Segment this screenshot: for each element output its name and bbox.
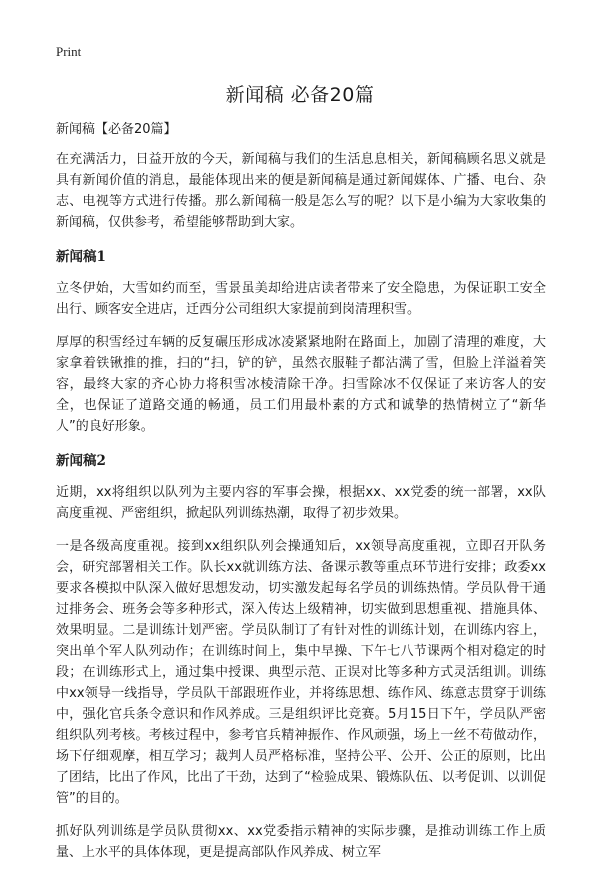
intro-label: 新闻稿【必备20篇】 [56, 122, 177, 137]
paragraph: 抓好队列训练是学员队贯彻xx、xx党委指示精神的实际步骤，是推动训练工作上质量、上水平的具体体现，更是提高部队作风养成、树立军 [56, 824, 546, 860]
page-title: 新闻稿 必备20篇 [225, 84, 375, 106]
article-body [56, 120, 546, 875]
paragraph: 近期，xx将组织以队列为主要内容的军事会操，根据xx、xx党委的统一部署，xx队高度重视、严密组织，掀起队列训练热潮，取得了初步效果。 [56, 485, 546, 521]
print-link[interactable]: Print [56, 44, 82, 59]
paragraph: 厚厚的积雪经过车辆的反复碾压形成冰凌紧紧地附在路面上，加剧了清理的难度，大家拿着铁锹推的推，扫的“扫，铲的铲，虽然衣服鞋子都沾满了雪，但脸上洋溢着笑容，最终大家的齐心协力将积雪冰棱清除干净。扫雪除冰不仅保证了来访客人的安全，也保证了道路交通的畅通，员工们用最朴素的方式和诚挚的热情树立了“新华人”的良好形象。 [56, 335, 546, 434]
paragraph: 立冬伊始，大雪如约而至，雪景虽美却给进店读者带来了安全隐患，为保证职工安全出行、顾客安全进店，迁西分公司组织大家提前到岗清理积雪。 [56, 281, 546, 317]
intro-paragraph: 在充满活力，日益开放的今天，新闻稿与我们的生活息息相关，新闻稿顾名思义就是具有新闻价值的消息，最能体现出来的便是新闻稿是通过新闻媒体、广播、电台、杂志、电视等方式进行传播。那么新闻稿一般是怎么写的呢？以下是小编为大家收集的新闻稿，仅供参考，希望能够帮助到大家。 [56, 152, 546, 230]
section-heading: 新闻稿1 [56, 249, 106, 265]
paragraph: 一是各级高度重视。接到xx组织队列会操通知后，xx领导高度重视，立即召开队务会，研究部署相关工作。队长xx就训练方法、备课示教等重点环节进行安排；政委xx要求各模拟中队深入做好思想发动，切实激发起每名学员的训练热情。学员队骨干通过排务会、班务会等多种形式，深入传达上级精神，切实做到思想重视、措施具体、效果明显。二是训练计划严密。学员队制订了有针对性的训练计划，在训练内容上，突出单个军人队列动作；在训练时间上，集中早操、下午七八节课两个相对稳定的时段；在训练形式上，通过集中授课、典型示范、正误对比等多种方式灵活组训。训练中xx领导一线指导，学员队干部跟班作业，并将练思想、练作风、练意志贯穿于训练中，强化官兵条令意识和作风养成。三是组织评比竞赛。5月15日下午，学员队严密组织队列考核。考核过程中，参考官兵精神振作、作风顽强，场上一丝不苟做动作，场下仔细观摩，相互学习；裁判人员严格标准，坚持公平、公开、公正的原则，比出了团结，比出了作风，比出了干劲，达到了“检验成果、锻炼队伍、以考促训、以训促管”的目的。 [56, 539, 546, 806]
section-heading: 新闻稿2 [56, 453, 106, 469]
